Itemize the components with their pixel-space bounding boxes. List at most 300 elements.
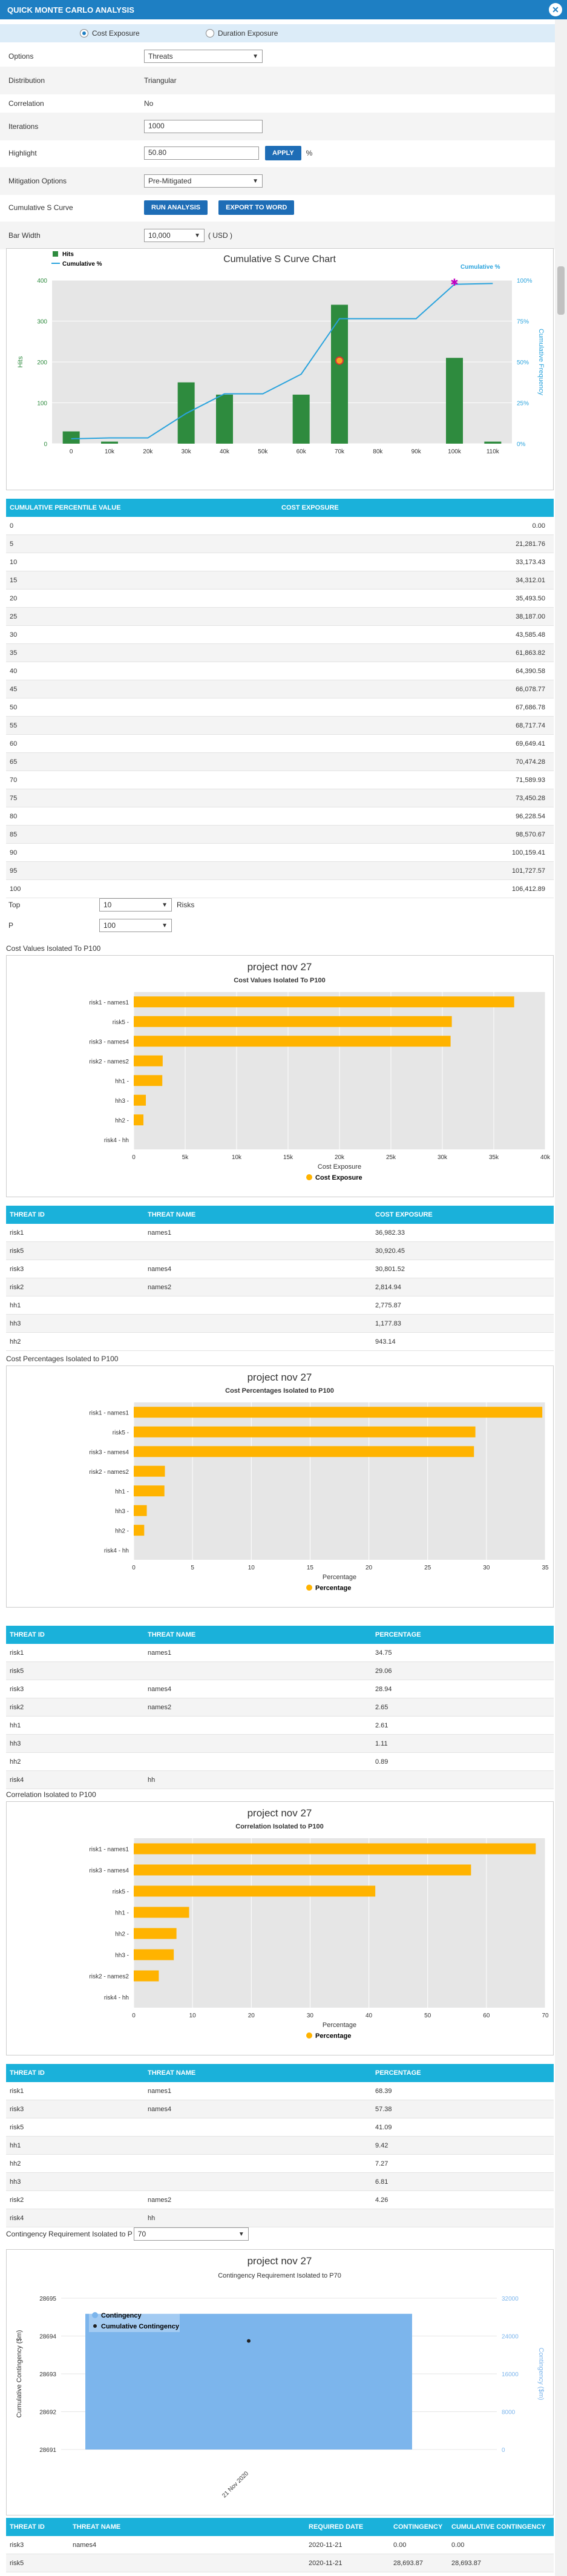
bar xyxy=(134,1525,144,1536)
y-tick-label: risk1 - names1 xyxy=(89,999,129,1007)
x-tick-label: 25k xyxy=(385,1154,396,1161)
column-header: PERCENTAGE xyxy=(375,1631,421,1638)
y2-tick-label: 8000 xyxy=(502,2409,516,2416)
x-tick-label: 30k xyxy=(181,448,191,455)
cost-exposure-cell: 0.00 xyxy=(532,522,545,530)
x-tick-label: 90k xyxy=(411,448,421,455)
x-tick-label: 70k xyxy=(334,448,345,455)
table-cell: hh1 xyxy=(10,2142,21,2149)
options-select[interactable] xyxy=(144,50,263,63)
percentile-table-header xyxy=(6,499,554,517)
table-cell: 9.42 xyxy=(375,2142,388,2149)
x-tick-label: 20k xyxy=(334,1154,345,1161)
percentile-cell: 75 xyxy=(10,795,18,802)
bar xyxy=(134,1485,165,1496)
y-tick-label: hh1 - xyxy=(115,1078,129,1085)
legend-contingency-swatch xyxy=(92,2312,98,2318)
y-tick-label: risk2 - names2 xyxy=(89,1468,129,1476)
close-icon[interactable]: ✕ xyxy=(549,3,562,16)
cost-exposure-cell: 73,450.28 xyxy=(516,795,545,802)
bar-width-label: Bar Width xyxy=(8,231,41,240)
table-row xyxy=(6,2209,554,2227)
table-cell: names2 xyxy=(148,2196,172,2204)
table-cell: hh2 xyxy=(10,1758,21,1766)
y2-tick-label: 100% xyxy=(517,278,533,284)
legend-cumulative-label: Cumulative % xyxy=(62,261,102,268)
table-cell: 0.00 xyxy=(451,2542,465,2549)
y-tick-label: hh3 - xyxy=(115,1097,129,1105)
chart-subtitle: Cost Values Isolated To P100 xyxy=(234,977,326,984)
table-row xyxy=(6,807,554,826)
mitigation-label: Mitigation Options xyxy=(8,177,67,185)
y-tick-label: risk4 - hh xyxy=(103,1547,129,1554)
hits-bar xyxy=(63,432,80,444)
correlation-label: Correlation xyxy=(8,99,44,108)
table-cell: 943.14 xyxy=(375,1338,396,1346)
table-row xyxy=(6,2118,554,2137)
table-row xyxy=(6,1753,554,1771)
cost-exposure-cell: 34,312.01 xyxy=(516,577,545,584)
table-cell: 30,801.52 xyxy=(375,1266,405,1273)
table-cell: hh3 xyxy=(10,1740,21,1747)
table-cell: hh2 xyxy=(10,1338,21,1346)
contingency-p-select[interactable] xyxy=(134,2227,249,2241)
cumulative-annotation: Cumulative % xyxy=(460,263,500,271)
x-tick-label: 70 xyxy=(542,2012,549,2019)
percentile-cell: 0 xyxy=(10,522,14,530)
x-tick-label: 100k xyxy=(448,448,461,455)
percentile-cell: 10 xyxy=(10,559,18,566)
table-cell: risk5 xyxy=(10,2560,24,2567)
percent-label: % xyxy=(306,149,313,157)
y-tick-label: risk2 - names2 xyxy=(89,1973,129,1980)
correlation-section-label: Correlation Isolated to P100 xyxy=(6,1790,96,1799)
percentile-cell: 65 xyxy=(10,758,18,766)
bar xyxy=(134,1971,159,1982)
table-cell: risk5 xyxy=(10,1247,24,1255)
table-cell: 34.75 xyxy=(375,1649,392,1657)
y-tick-label: hh1 - xyxy=(115,1910,129,1917)
table-cell: 36,982.33 xyxy=(375,1229,405,1237)
x-tick-label: 35k xyxy=(488,1154,499,1161)
y-tick-label: risk4 - hh xyxy=(103,1137,129,1144)
y-tick-label: 28692 xyxy=(39,2409,56,2416)
bar-width-row xyxy=(0,222,555,249)
table-row xyxy=(6,753,554,771)
x-tick-label: 15k xyxy=(283,1154,293,1161)
y-tick-label: risk3 - names4 xyxy=(89,1867,129,1874)
legend-swatch xyxy=(306,1585,312,1591)
x-tick-label: 30 xyxy=(483,1565,490,1571)
table-cell: names1 xyxy=(148,1229,172,1237)
bar xyxy=(134,996,514,1007)
cost-exposure-cell: 106,412.89 xyxy=(511,886,545,893)
scrollbar-track[interactable] xyxy=(555,19,567,2576)
x-tick-label: 0 xyxy=(69,448,73,455)
hits-bar xyxy=(101,442,118,444)
percentile-cell: 70 xyxy=(10,777,18,784)
hits-bar xyxy=(484,442,501,444)
cost-values-chart-panel xyxy=(6,955,554,1197)
contingency-row xyxy=(6,2227,249,2241)
y-tick-label: hh3 - xyxy=(115,1508,129,1515)
table-row xyxy=(6,1242,554,1260)
bar xyxy=(134,1865,471,1876)
x-tick-label: 35 xyxy=(542,1565,549,1571)
contingency-section-label: Contingency Requirement Isolated to P xyxy=(6,2230,133,2238)
table-row xyxy=(6,735,554,753)
column-header: CUMULATIVE CONTINGENCY xyxy=(451,2523,546,2531)
x-axis-label: Percentage xyxy=(322,1574,357,1581)
percentile-cell: 35 xyxy=(10,649,18,657)
table-cell: 7.27 xyxy=(375,2160,388,2167)
table-row xyxy=(6,826,554,844)
column-header: COST EXPOSURE xyxy=(375,1211,433,1218)
column-header: CONTINGENCY xyxy=(393,2523,443,2531)
cost-exposure-label: Cost Exposure xyxy=(92,29,140,38)
table-cell: risk3 xyxy=(10,1686,24,1693)
percentile-cell: 55 xyxy=(10,722,18,729)
table-row xyxy=(6,2100,554,2118)
column-header: THREAT ID xyxy=(10,2069,45,2077)
table-cell: risk4 xyxy=(10,2215,24,2222)
risks-label: Risks xyxy=(177,901,195,909)
table-row xyxy=(6,1717,554,1735)
run-analysis-button[interactable]: RUN ANALYSIS xyxy=(144,200,208,215)
legend-cumulative-label: Cumulative Contingency xyxy=(101,2323,179,2330)
x-tick-label: 10k xyxy=(104,448,115,455)
hits-bar xyxy=(331,305,348,444)
table-row xyxy=(6,1278,554,1296)
duration-exposure-radio[interactable] xyxy=(206,29,278,38)
scurve-row xyxy=(0,194,555,222)
table-cell: names2 xyxy=(148,1704,172,1711)
bar xyxy=(134,1886,375,1897)
legend-swatch xyxy=(306,2032,312,2039)
column-header: THREAT NAME xyxy=(148,1631,196,1638)
legend-hits-swatch xyxy=(53,251,58,257)
x-tick-label: 21 Nov 2020 xyxy=(221,2470,251,2500)
bar xyxy=(134,1928,177,1939)
y2-tick-label: 0% xyxy=(517,441,526,448)
legend-cumulative-swatch xyxy=(93,2324,97,2328)
column-header: THREAT NAME xyxy=(73,2523,121,2531)
contingency-p-value: 70 xyxy=(137,2230,146,2238)
options-value: Threats xyxy=(148,52,173,61)
bar xyxy=(134,1844,536,1855)
table-row xyxy=(6,844,554,862)
table-cell: risk1 xyxy=(10,1229,24,1237)
chart-subtitle: Correlation Isolated to P100 xyxy=(235,1823,324,1830)
iterations-input[interactable]: 1000 xyxy=(144,120,263,133)
table-row xyxy=(6,2137,554,2155)
apply-button[interactable]: APPLY xyxy=(265,146,301,160)
table-cell: 30,920.45 xyxy=(375,1247,405,1255)
distribution-label: Distribution xyxy=(8,76,45,85)
bar xyxy=(134,1114,143,1125)
cost-exposure-cell: 67,686.78 xyxy=(516,704,545,711)
bar xyxy=(134,1907,189,1918)
title-bar xyxy=(0,0,567,19)
table-cell: 0.89 xyxy=(375,1758,388,1766)
table-cell: hh3 xyxy=(10,2178,21,2186)
table-row xyxy=(6,1333,554,1351)
table-header xyxy=(6,1206,554,1224)
x-tick-label: 10 xyxy=(247,1565,255,1571)
y2-tick-label: 16000 xyxy=(502,2371,519,2378)
table-cell: 57.38 xyxy=(375,2106,392,2113)
table-row xyxy=(6,535,554,553)
table-row xyxy=(6,571,554,590)
table-cell: names1 xyxy=(148,2088,172,2095)
top-select[interactable] xyxy=(99,898,172,912)
bar xyxy=(134,1075,162,1086)
table-cell: risk1 xyxy=(10,1649,24,1657)
column-header: PERCENTAGE xyxy=(375,2069,421,2077)
y-tick-label: hh3 - xyxy=(115,1952,129,1959)
y-tick-label: 100 xyxy=(37,400,47,407)
p-row xyxy=(0,916,555,935)
table-row xyxy=(6,662,554,680)
column-header: REQUIRED DATE xyxy=(309,2523,364,2531)
cost-values-section-label: Cost Values Isolated To P100 xyxy=(6,944,101,953)
table-cell: risk2 xyxy=(10,1284,24,1291)
y2-tick-label: 32000 xyxy=(502,2296,519,2302)
cost-exposure-cell: 71,589.93 xyxy=(516,777,545,784)
x-axis-label: Percentage xyxy=(322,2022,357,2029)
table-row xyxy=(6,1644,554,1662)
chevron-down-icon: ▼ xyxy=(252,177,258,185)
p-value: 100 xyxy=(103,921,116,930)
export-to-word-button[interactable]: EXPORT TO WORD xyxy=(218,200,294,215)
mitigation-row xyxy=(0,167,555,195)
cost-exposure-cell: 68,717.74 xyxy=(516,722,545,729)
table-row xyxy=(6,2173,554,2191)
highlight-input[interactable]: 50.80 xyxy=(144,146,259,160)
correlation-chart-panel xyxy=(6,1801,554,2055)
contingency-chart xyxy=(7,2250,553,2515)
y-tick-label: hh2 - xyxy=(115,1117,129,1125)
table-row xyxy=(6,1224,554,1242)
top-risks-row xyxy=(0,896,555,914)
percentile-cell: 40 xyxy=(10,668,18,675)
column-header: THREAT NAME xyxy=(148,2069,196,2077)
table-cell: hh xyxy=(148,1776,156,1784)
x-tick-label: 0 xyxy=(132,1565,136,1571)
chevron-down-icon: ▼ xyxy=(162,922,168,929)
y-tick-label: risk5 - xyxy=(112,1019,129,1026)
table-row xyxy=(6,2155,554,2173)
table-cell: 2.61 xyxy=(375,1722,388,1729)
table-cell: 4.26 xyxy=(375,2196,388,2204)
chart-subtitle: Cost Percentages Isolated to P100 xyxy=(225,1387,334,1395)
mitigation-select[interactable] xyxy=(144,174,263,188)
bar-width-select[interactable] xyxy=(144,229,205,242)
plot-background xyxy=(134,1402,545,1560)
table-cell: risk3 xyxy=(10,2106,24,2113)
correlation-value: No xyxy=(144,99,154,108)
cost-exposure-cell: 101,727.57 xyxy=(511,867,545,875)
y2-tick-label: 24000 xyxy=(502,2333,519,2341)
y2-tick-label: 25% xyxy=(517,400,529,407)
chevron-down-icon: ▼ xyxy=(194,232,200,239)
x-tick-label: 0 xyxy=(132,2012,136,2019)
hits-bar xyxy=(293,395,310,444)
x-tick-label: 50k xyxy=(258,448,268,455)
chart-title: project nov 27 xyxy=(247,1372,312,1383)
bar xyxy=(134,1407,542,1418)
table-cell: hh1 xyxy=(10,1302,21,1309)
x-tick-label: 40k xyxy=(540,1154,551,1161)
cost-exposure-cell: 38,187.00 xyxy=(516,613,545,620)
percentile-cell: 80 xyxy=(10,813,18,820)
table-cell: 68.39 xyxy=(375,2088,392,2095)
chevron-down-icon: ▼ xyxy=(252,53,258,60)
contingency-bar xyxy=(85,2314,412,2450)
s-curve-chart-panel xyxy=(6,248,554,490)
y-tick-label: risk1 - names1 xyxy=(89,1410,129,1417)
table-cell: hh1 xyxy=(10,1722,21,1729)
p-select[interactable] xyxy=(99,919,172,932)
cost-percentages-chart xyxy=(7,1366,553,1607)
percentile-cell: 85 xyxy=(10,831,18,838)
cost-exposure-cell: 33,173.43 xyxy=(516,559,545,566)
table-row xyxy=(6,1260,554,1278)
cost-exposure-cell: 35,493.50 xyxy=(516,595,545,602)
iterations-label: Iterations xyxy=(8,122,39,131)
chart-title: project nov 27 xyxy=(247,1807,312,1819)
top-value: 10 xyxy=(103,901,112,909)
y-tick-label: risk1 - names1 xyxy=(89,1846,129,1853)
percentile-cell: 15 xyxy=(10,577,18,584)
radio-selected-icon xyxy=(80,29,88,38)
duration-exposure-label: Duration Exposure xyxy=(218,29,278,38)
y-tick-label: hh2 - xyxy=(115,1931,129,1938)
x-tick-label: 110k xyxy=(486,448,499,455)
table-cell: 2.65 xyxy=(375,1704,388,1711)
table-header xyxy=(6,2518,554,2536)
x-tick-label: 80k xyxy=(373,448,383,455)
table-cell: 28,693.87 xyxy=(393,2560,423,2567)
cumulative-contingency-point xyxy=(247,2339,251,2343)
table-header xyxy=(6,1626,554,1644)
y-tick-label: risk5 - xyxy=(112,1429,129,1436)
x-tick-label: 10 xyxy=(189,2012,196,2019)
column-header: THREAT ID xyxy=(10,1631,45,1638)
percentile-cell: 50 xyxy=(10,704,18,711)
y-tick-label: 200 xyxy=(37,360,47,366)
y2-tick-label: 0 xyxy=(502,2447,505,2454)
cost-exposure-radio[interactable] xyxy=(80,29,140,38)
mitigation-value: Pre-Mitigated xyxy=(148,177,192,185)
iterations-row xyxy=(0,113,555,140)
table-cell: risk2 xyxy=(10,2196,24,2204)
table-row xyxy=(6,1735,554,1753)
chevron-down-icon: ▼ xyxy=(162,901,168,908)
y-tick-label: 28694 xyxy=(39,2333,56,2341)
bar xyxy=(134,1056,163,1066)
hits-bar xyxy=(446,358,463,444)
x-tick-label: 30 xyxy=(306,2012,313,2019)
table-cell: 28.94 xyxy=(375,1686,392,1693)
x-tick-label: 5k xyxy=(182,1154,189,1161)
table-cell: 2,814.94 xyxy=(375,1284,401,1291)
table-cell: risk3 xyxy=(10,1266,24,1273)
cost-exposure-cell: 70,474.28 xyxy=(516,758,545,766)
y-tick-label: 300 xyxy=(37,318,47,326)
chart-title: Cumulative S Curve Chart xyxy=(223,254,336,264)
cost-exposure-cell: 100,159.41 xyxy=(511,849,545,856)
table-row xyxy=(6,553,554,571)
chart-subtitle: Contingency Requirement Isolated to P70 xyxy=(218,2272,341,2279)
table-cell: 41.09 xyxy=(375,2124,392,2131)
table-row xyxy=(6,644,554,662)
y-tick-label: risk4 - hh xyxy=(103,1994,129,2002)
table-row xyxy=(6,789,554,807)
top-label: Top xyxy=(8,901,21,909)
table-cell: names2 xyxy=(148,1284,172,1291)
table-cell: hh2 xyxy=(10,2160,21,2167)
cost-exposure-cell: 69,649.41 xyxy=(516,740,545,748)
table-cell: names4 xyxy=(148,1686,172,1693)
y-tick-label: 28691 xyxy=(39,2447,56,2454)
y-tick-label: risk2 - names2 xyxy=(89,1058,129,1065)
y-tick-label: hh1 - xyxy=(115,1488,129,1496)
scurve-label: Cumulative S Curve xyxy=(8,203,73,212)
table-cell: 0.00 xyxy=(393,2542,407,2549)
bar xyxy=(134,1427,476,1438)
table-row xyxy=(6,2082,554,2100)
legend-contingency-label: Contingency xyxy=(101,2312,142,2319)
x-tick-label: 0 xyxy=(132,1154,136,1161)
cost-exposure-cell: 21,281.76 xyxy=(516,540,545,548)
y-tick-label: risk3 - names4 xyxy=(89,1449,129,1456)
p-label: P xyxy=(8,921,14,930)
table-row xyxy=(6,862,554,880)
highlight-marker xyxy=(336,357,343,364)
bar xyxy=(134,1466,165,1477)
plot-background xyxy=(134,1838,545,2008)
cost-exposure-cell: 64,390.58 xyxy=(516,668,545,675)
table-row xyxy=(6,771,554,789)
window-title: QUICK MONTE CARLO ANALYSIS xyxy=(7,5,134,15)
bar xyxy=(134,1505,147,1516)
x-tick-label: 20 xyxy=(247,2012,255,2019)
y-axis-label: Cumulative Contingency ($m) xyxy=(16,2330,23,2418)
table-row xyxy=(6,2191,554,2209)
table-row xyxy=(6,1662,554,1680)
column-header: THREAT NAME xyxy=(148,1211,196,1218)
table-cell: names1 xyxy=(148,1649,172,1657)
y-axis-label: Hits xyxy=(17,356,24,368)
table-row xyxy=(6,1680,554,1698)
table-cell: 2,775.87 xyxy=(375,1302,401,1309)
asterisk-marker: ✱ xyxy=(450,277,459,288)
table-row xyxy=(6,626,554,644)
cost-values-chart xyxy=(7,956,553,1197)
table-row xyxy=(6,680,554,698)
table-cell: hh xyxy=(148,2215,156,2222)
y-tick-label: hh2 - xyxy=(115,1528,129,1535)
percentile-cell: 100 xyxy=(10,886,21,893)
table-row xyxy=(6,517,554,535)
y-tick-label: 28695 xyxy=(39,2296,56,2302)
legend-label: Percentage xyxy=(315,2032,352,2040)
cost-exposure-cell: 61,863.82 xyxy=(516,649,545,657)
scrollbar-thumb[interactable] xyxy=(557,266,565,315)
table-row xyxy=(6,608,554,626)
table-cell: risk1 xyxy=(10,2088,24,2095)
